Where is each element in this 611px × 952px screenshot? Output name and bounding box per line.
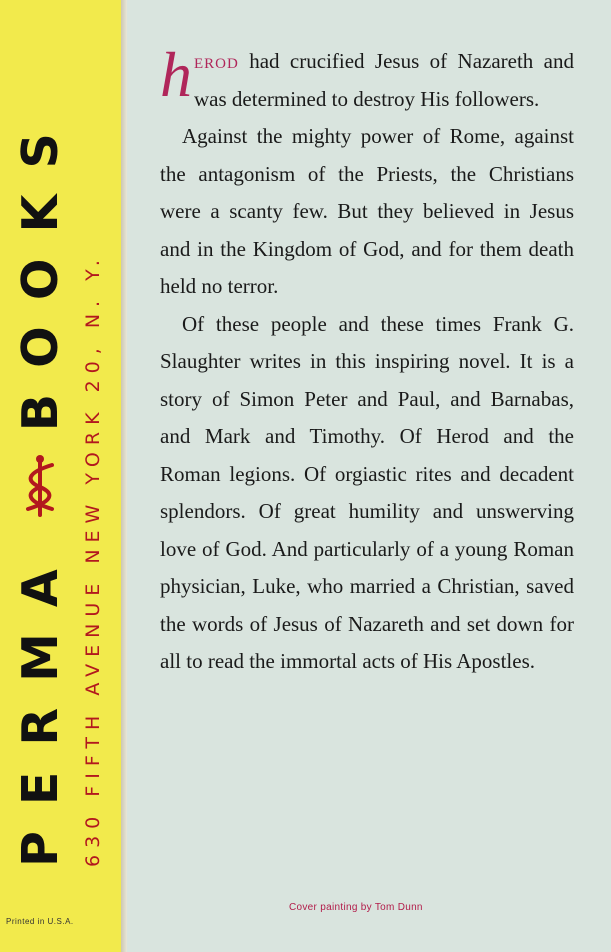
paragraph-1-text: had crucified Jesus of Nazareth and was determined to destroy His followers. — [194, 49, 575, 111]
publisher-name-first: PERMA — [11, 543, 69, 867]
publisher-name-second: BOOKS — [11, 107, 69, 432]
printed-in-usa: Printed in U.S.A. — [6, 917, 74, 926]
first-word: erod — [194, 49, 239, 73]
blurb-text — [160, 39, 575, 681]
blurb-paragraph-3: Of these people and these times Frank G. Slaughter writes in this inspiring novel. It is a story of Simon Peter and Paul, and Barnabas, and Mark and Timothy. Of Herod and the Roman legions. Of orgiastic rites and decadent splendors. Of great humility and unswerving love of God. And particularly of a young Roman physician, Luke, who married a Christian, saved the words of Jesus of Nazareth and set down for all to read the immortal acts of His Apostles. — [160, 311, 574, 673]
brand-strip — [0, 0, 121, 952]
blurb-paragraph-2: Against the mighty power of Rome, against the antagonism of the Priests, the Christians were a scanty few. But they believed in Jesus and in the Kingdom of God, and for them death held no terror. — [160, 124, 574, 298]
cover-credit: Cover painting by Tom Dunn — [289, 902, 423, 913]
drop-cap: h — [160, 39, 192, 110]
publisher-logo-row — [11, 107, 69, 867]
blurb-paragraph-1 — [160, 39, 575, 118]
publisher-address: 630 FIFTH AVENUE NEW YORK 20, N. Y. — [82, 253, 104, 867]
caduceus-icon — [14, 455, 66, 519]
